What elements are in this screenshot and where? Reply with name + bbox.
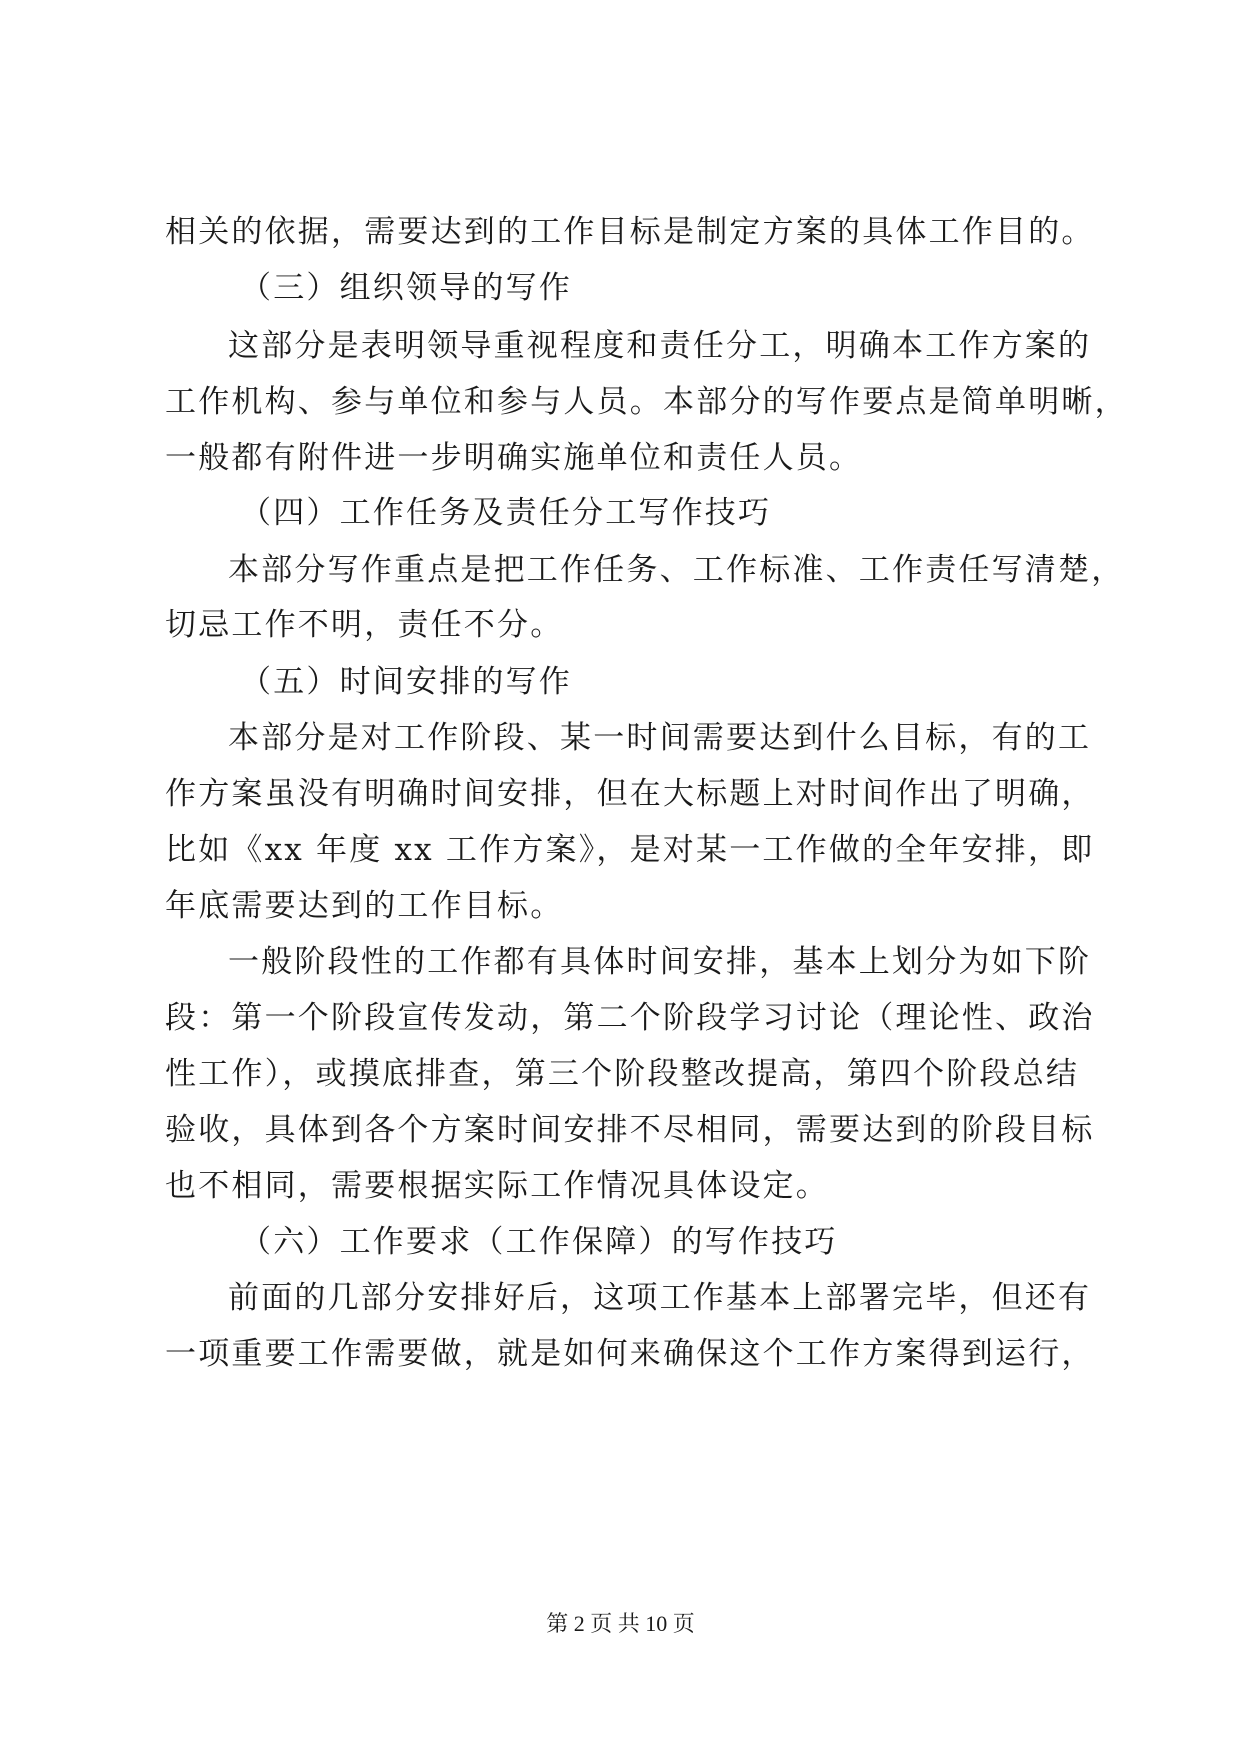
text-line: 切忌工作不明，责任不分。: [165, 607, 564, 643]
text-line: 工作机构、参与单位和参与人员。本部分的写作要点是简单明晰，: [165, 384, 1128, 420]
text-line: 本部分写作重点是把工作任务、工作标准、工作责任写清楚，: [228, 552, 1125, 588]
text-line: 比如《xx 年度 xx 工作方案》，是对某一工作做的全年安排，即: [165, 832, 1095, 868]
text-line: 性工作），或摸底排查，第三个阶段整改提高，第四个阶段总结: [165, 1056, 1080, 1092]
section-heading: （三）组织领导的写作: [240, 270, 572, 306]
section-heading: （五）时间安排的写作: [240, 664, 572, 700]
text-line: 验收，具体到各个方案时间安排不尽相同，需要达到的阶段目标: [165, 1112, 1095, 1148]
text-line: 相关的依据，需要达到的工作目标是制定方案的具体工作目的。: [165, 214, 1095, 250]
text-line: 一项重要工作需要做，就是如何来确保这个工作方案得到运行，: [165, 1336, 1095, 1372]
section-heading: （四）工作任务及责任分工写作技巧: [240, 495, 772, 531]
text-line: 这部分是表明领导重视程度和责任分工，明确本工作方案的: [228, 328, 1092, 364]
text-line: 本部分是对工作阶段、某一时间需要达到什么目标，有的工: [228, 720, 1092, 756]
text-line: 段：第一个阶段宣传发动，第二个阶段学习讨论（理论性、政治: [165, 1000, 1095, 1036]
section-heading: （六）工作要求（工作保障）的写作技巧: [240, 1224, 838, 1260]
text-line: 一般都有附件进一步明确实施单位和责任人员。: [165, 440, 863, 476]
page-footer: 第 2 页 共 10 页: [546, 1611, 695, 1636]
text-line: 也不相同，需要根据实际工作情况具体设定。: [165, 1168, 829, 1204]
text-line: 年底需要达到的工作目标。: [165, 888, 564, 924]
text-line: 前面的几部分安排好后，这项工作基本上部署完毕，但还有: [228, 1280, 1092, 1316]
text-line: 作方案虽没有明确时间安排，但在大标题上对时间作出了明确，: [165, 776, 1095, 812]
text-line: 一般阶段性的工作都有具体时间安排，基本上划分为如下阶: [228, 944, 1092, 980]
